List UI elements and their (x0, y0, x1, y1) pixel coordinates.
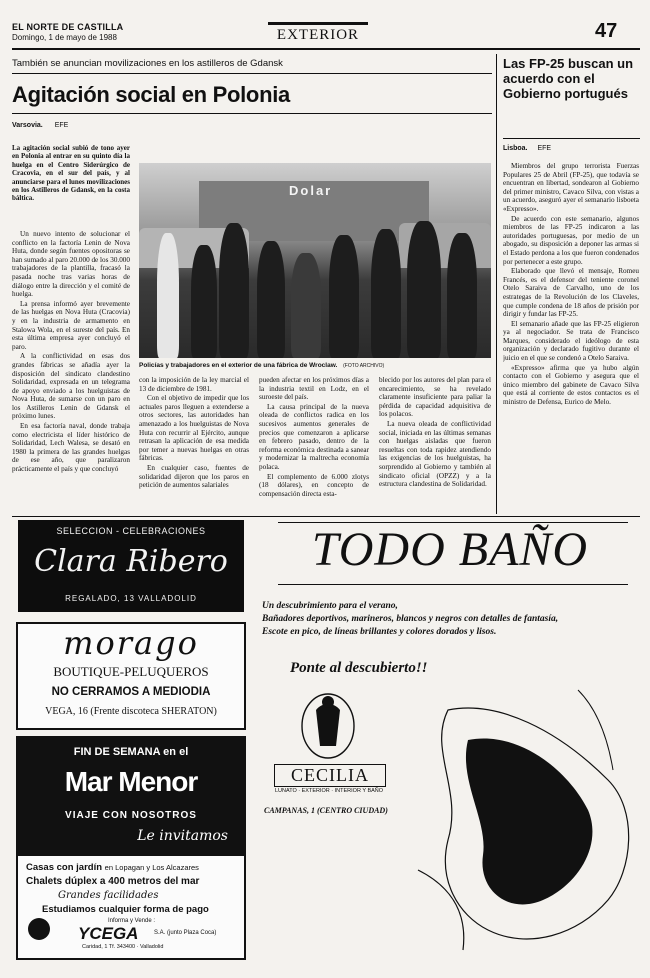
morago-subtitle: BOUTIQUE-PELUQUEROS (53, 664, 209, 679)
lead-paragraph (12, 144, 130, 224)
paragraph: La causa principal de la nueva oleada de conflictos radica en los sucesivos aumentos generales de precios que comenzaron a aplicarse en febrero pasado, dentro de la reforma económica destinada a sanear y modernizar la maltrecha economía polaca. (259, 402, 369, 471)
paragraph: «Expresso» afirma que ya hubo algún contacto con el Gobierno y asegura que el único miembro del gabinete de Cavaco Silva que está al corriente de estos contactos es el ministro de Defensa, Eurico de Melo. (503, 363, 639, 407)
photo-caption (139, 362, 384, 369)
side-headline-rule (503, 138, 640, 139)
marmenor-emblem (28, 918, 50, 940)
marmenor-agency: YCEGA (78, 924, 139, 943)
person-figure (447, 233, 477, 358)
marmenor-line-2: Chalets dúplex a 400 metros del mar (26, 876, 200, 887)
marmenor-agency-note: S.A. (junto Plaza Coca) (154, 930, 217, 936)
morago-hours: NO CERRAMOS A MEDIODIA (51, 686, 211, 698)
side-article-body (503, 162, 639, 514)
article-column-3 (259, 376, 369, 512)
marmenor-line-1 (26, 862, 242, 873)
page-number: 47 (595, 20, 618, 42)
paragraph: En cualquier caso, fuentes de solidaridad dijeron que los paros en petición de aumentos salariales (139, 463, 249, 490)
marmenor-line-1-bold: Casas con jardín (26, 862, 103, 873)
column-divider (496, 54, 497, 514)
headline: Agitación social en Polonia (12, 82, 290, 107)
paragraph: En esa factoría naval, donde trabaja como electricista el líder histórico de Solidaridad, Lech Walesa, se desató en 1980 la primera de las grandes huelgas de ese año, que paralizaron prácticamente el país y que concluyó (12, 422, 130, 474)
marmenor-top: FIN DE SEMANA en el (73, 746, 189, 758)
person-figure (291, 253, 321, 358)
person-figure (329, 235, 359, 358)
person-figure (407, 221, 441, 358)
person-figure (257, 241, 285, 358)
article-column-2 (139, 376, 249, 512)
side-dateline (503, 145, 551, 152)
paragraph: El semanario añade que las FP-25 eligieron ya al negociador. Se trata de Francisco Marques, considerado el ideólogo de esta organización y declarado fugitivo durante el juicio en el que se condenó a Otelo Saraiva. (503, 319, 639, 363)
marmenor-info: Informa y Vende : (108, 918, 156, 924)
paragraph: De acuerdo con este semanario, algunos miembros de las FP-25 indicaron a las autoridades portuguesas, por medio de un abogado, su disposición a deponer las armas si el Estado perdona a los que fueron condenados por pertenecer a este grupo. (503, 214, 639, 266)
headline-rule (12, 113, 492, 114)
paragraph: El complemento de 6.000 zlotys (18 dólares), en concepto de compensación directa esta- (259, 472, 369, 498)
marmenor-script: Le invitamos (137, 828, 228, 844)
kicker: También se anuncian movilizaciones en los astilleros de Gdansk (12, 58, 283, 69)
swimsuit-illustration (408, 670, 640, 960)
paragraph: Elaborado que llevó el mensaje, Romeu Francés, es el defensor del teniente coronel Otelo Saraiva de Carvalho, uno de los estrategas de la Revolución de los Claveles, que cumple condena de 18 años de prisión por dirigir y fundar las FP-25. (503, 267, 639, 319)
person-figure (371, 229, 401, 358)
newspaper-name: EL NORTE DE CASTILLA (12, 22, 124, 32)
todobano-line: Escote en pico, de líneas brillantes y colores dorados y lisos. (262, 627, 497, 637)
paragraph: blecido por los autores del plan para el encarecimiento, se ha revelado claramente insuficiente para paliar la pérdida de capacidad adquisitiva de los polacos. (379, 376, 491, 419)
ad-mar-menor (16, 736, 246, 960)
side-dateline-agency: EFE (537, 145, 552, 152)
person-figure (191, 245, 217, 358)
paragraph: Un nuevo intento de solucionar el conflicto en la factoría Lenin de Nova Huta, donde según fuentes opositoras se han sumado al paro 20.000 de los 30.000 trabajadores de la plantilla, fracasó la pasada noche tras varias horas de diálogo entre la dirección y el comité de huelga. (12, 230, 130, 299)
todobano-slogan: Ponte al descubierto!! (290, 660, 428, 676)
ad-clara-ribero (18, 520, 244, 612)
todobano-line: Bañadores deportivos, marineros, blancos y negros con detalles de fantasía, (262, 614, 559, 624)
caption-text: Policías y trabajadores en el exterior de una fábrica de Wroclaw. (139, 362, 338, 369)
paragraph: La prensa informó ayer brevemente de las huelgas en Nova Huta (Cracovia) y en la industria de armamento en Stalowa Wola, en el sureste del país. En esta última empresa ayer concluyó el paro. (12, 299, 130, 351)
marmenor-line-4: Estudiamos cualquier forma de pago (42, 904, 209, 915)
article-column-4 (379, 376, 491, 512)
paragraph: La nueva oleada de conflictividad social, iniciada en las últimas semanas con huelgas aisladas que fueron resueltas con toda rapidez atendiendo las exigencias de los huelguistas, ha sorprendido al Gobierno y también al sindicato oficial (OPZZ) y a la estructura clandestina de Solidaridad. (379, 419, 491, 489)
section-title: EXTERIOR (276, 27, 360, 43)
dateline (12, 122, 68, 129)
marmenor-logo: Mar Menor (64, 766, 198, 797)
ad-morago (16, 622, 246, 730)
marmenor-agency-address: Caridad, 1 Tf. 343400 · Valladolid (82, 944, 164, 950)
section-top-rule (268, 22, 368, 25)
marmenor-line-3: Grandes facilidades (58, 890, 159, 901)
clara-logo: Clara Ribero (34, 544, 228, 579)
side-headline: Las FP-25 buscan un acuerdo con el Gobierno portugués (503, 56, 634, 101)
paragraph: con la imposición de la ley marcial el 13 de diciembre de 1981. (139, 376, 249, 393)
marmenor-sub: VIAJE CON NOSOTROS (65, 810, 197, 821)
section-divider (12, 516, 640, 517)
article-column-1 (12, 230, 130, 512)
news-photo (139, 163, 491, 358)
cecilia-brand: CECILIA (274, 764, 386, 787)
todobano-title: TODO BAÑO (311, 523, 589, 576)
marmenor-line-1-rest: en Lopagan y Los Alcazares (104, 863, 199, 872)
ad-todo-bano (258, 520, 640, 970)
kicker-rule (12, 73, 492, 74)
paragraph: Miembros del grupo terrorista Fuerzas Populares 25 de Abril (FP-25), que todavía se encuentran en libertad, sondearon al Gobierno del primer ministro, Cavaco Silva, con vistas a un acuerdo, aseguró ayer el semanario lisboeta «Expresso». (503, 162, 639, 213)
paragraph: A la conflictividad en esas dos grandes fábricas se añadía ayer la disposición del sindicato clandestino Solidaridad, expresada en un telegrama de apoyo enviado a los huelguistas de Nova Huta, de sumarse con un paro en los Astilleros Lenin de Gdansk el próximo lunes. (12, 352, 130, 421)
issue-date: Domingo, 1 de mayo de 1988 (12, 33, 117, 42)
cecilia-address: CAMPANAS, 1 (CENTRO CIUDAD) (264, 806, 388, 815)
paragraph: pueden afectar en los próximos días a la industria textil en Lodz, en el suroeste del país. (259, 376, 369, 402)
side-dateline-city: Lisboa. (503, 145, 528, 152)
person-figure (157, 233, 179, 358)
person-figure (219, 223, 249, 358)
dateline-agency: EFE (54, 122, 69, 129)
todobano-copy (262, 600, 638, 639)
photo-credit: (FOTO ARCHIVO) (343, 363, 385, 369)
morago-address: VEGA, 16 (Frente discoteca SHERATON) (45, 706, 217, 717)
dateline-city: Varsovia. (12, 122, 43, 129)
building-sign: Dolar (289, 183, 333, 198)
clara-address: REGALADO, 13 VALLADOLID (65, 594, 197, 603)
header-rule (12, 48, 640, 50)
cecilia-subtitle: LUNATO · EXTERIOR · INTERIOR Y BAÑO (274, 788, 384, 794)
paragraph: Con el objetivo de impedir que los actuales paros lleguen a extenderse a otros sectores, las autoridades han amenazado a los huelguistas de Nova Huta con recurrir al Ejército, aunque retrasan la aplicación de esa medida por temer a nuevas huelgas en otras fábricas. (139, 394, 249, 463)
lead-text: La agitación social subió de tono ayer en Polonia al entrar en su quinto día la huelga en el Centro Siderúrgico de Cracovia, en el sur del país, y al anunciarse para el lunes movilizaciones en los Astilleros de Gdansk, en la costa báltica. (12, 144, 130, 203)
todobano-line: Un descubrimiento para el verano, (262, 601, 398, 611)
todobano-top-rule (278, 522, 628, 523)
clara-top-text: SELECCION - CELEBRACIONES (56, 526, 206, 536)
morago-logo: morago (63, 624, 199, 662)
todobano-bottom-rule (278, 584, 628, 585)
